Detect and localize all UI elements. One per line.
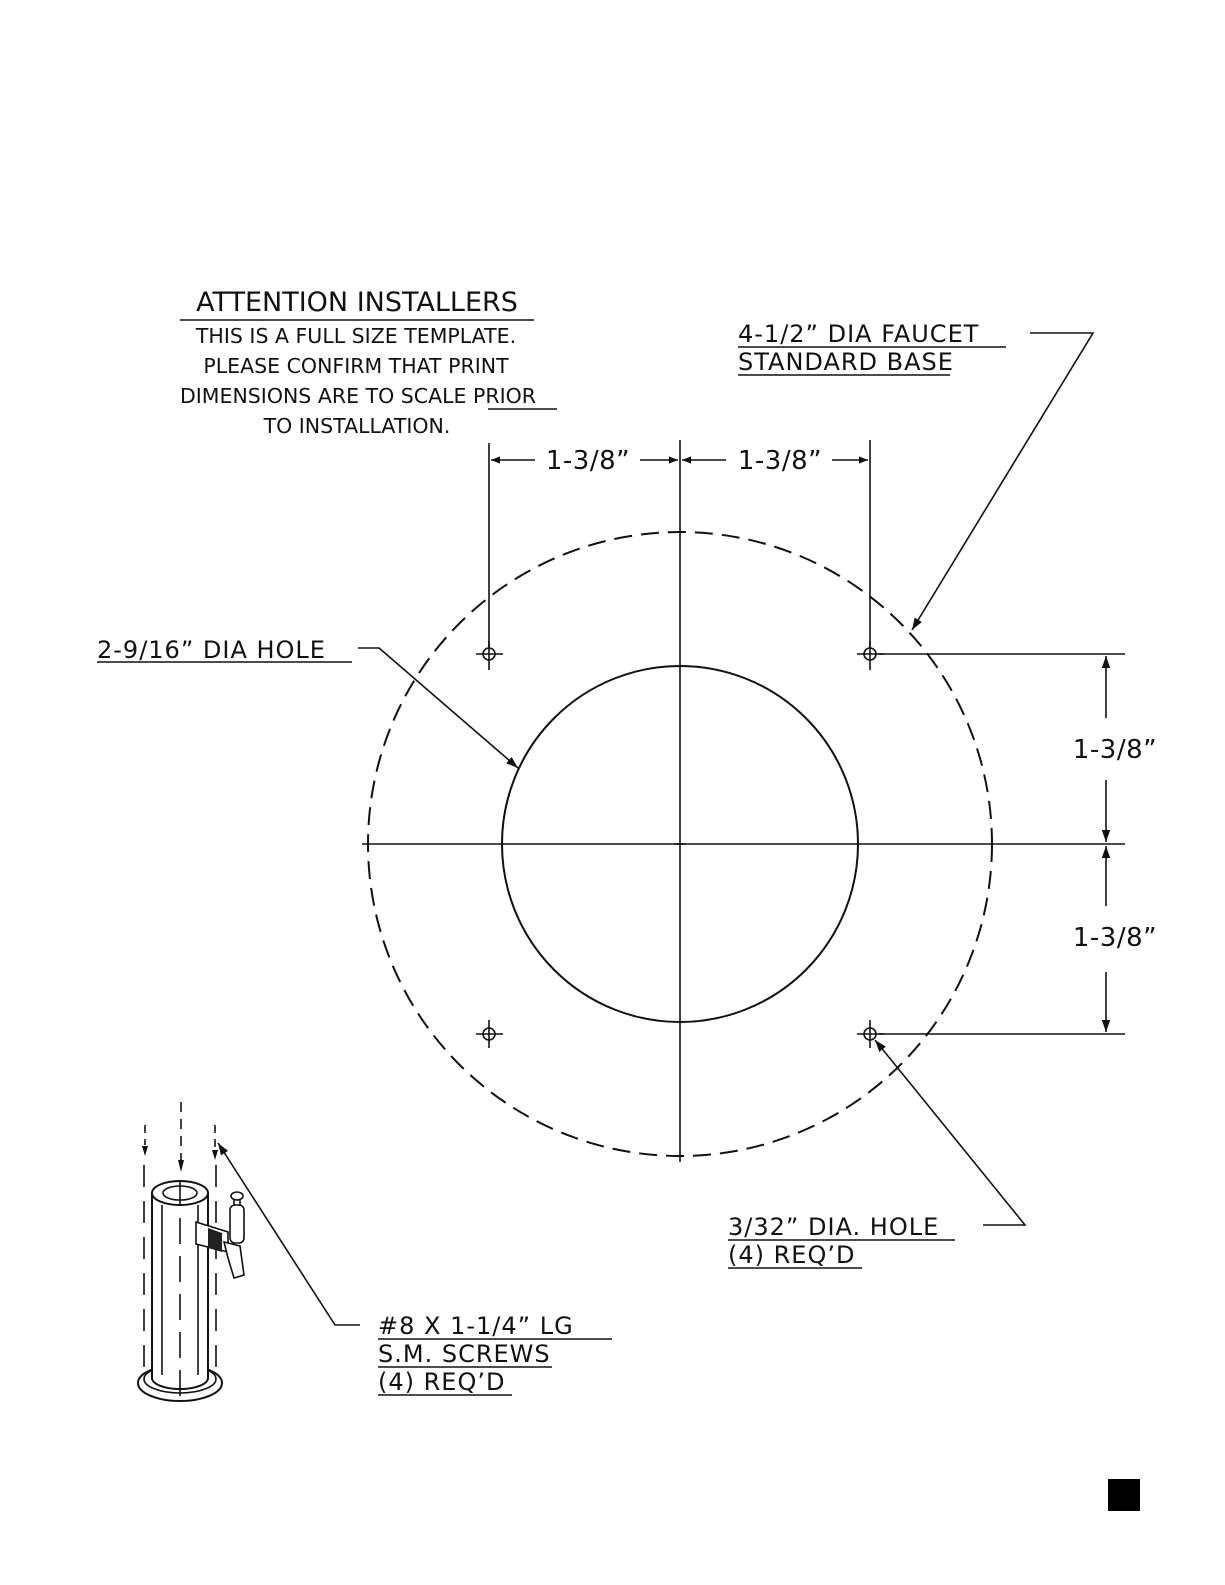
screws-label-line-3: (4) REQ’D: [378, 1368, 506, 1396]
attention-note: [180, 287, 557, 438]
center-hole-leader: [358, 648, 518, 768]
dim-right-lower: 1-3/8”: [1072, 923, 1158, 953]
screw-hole-label-line-2: (4) REQ’D: [728, 1241, 856, 1269]
template-geometry: [362, 440, 1125, 1162]
faucet-base-leader: [912, 333, 1093, 630]
screw-hole-leader: [875, 1040, 1025, 1225]
dim-right-upper: 1-3/8”: [1072, 735, 1158, 765]
screws-label-line-2: S.M. SCREWS: [378, 1340, 551, 1368]
attention-line-4: TO INSTALLATION.: [263, 414, 451, 438]
draft-tower-icon: [138, 1102, 244, 1401]
screw-hole-callout: [728, 1040, 1025, 1269]
faucet-base-label-line-1: 4-1/2” DIA FAUCET: [738, 320, 980, 348]
screw-hole-label-line-1: 3/32” DIA. HOLE: [728, 1213, 940, 1241]
faucet-base-label-line-2: STANDARD BASE: [738, 348, 954, 376]
screw-hole-bottom-left: [476, 1020, 503, 1048]
dim-top-right: 1-3/8”: [737, 446, 823, 476]
black-square-icon: [1108, 1479, 1140, 1511]
center-hole-label: 2-9/16” DIA HOLE: [97, 636, 326, 664]
center-hole-callout: [97, 636, 518, 768]
screws-callout: [218, 1143, 612, 1396]
dim-top-left: 1-3/8”: [545, 446, 631, 476]
attention-line-3: DIMENSIONS ARE TO SCALE PRIOR: [179, 384, 537, 408]
attention-line-1: THIS IS A FULL SIZE TEMPLATE.: [195, 324, 517, 348]
attention-line-2: PLEASE CONFIRM THAT PRINT: [203, 354, 509, 378]
attention-title: ATTENTION INSTALLERS: [196, 287, 518, 318]
screws-label-line-1: #8 X 1-1/4” LG: [378, 1312, 574, 1340]
